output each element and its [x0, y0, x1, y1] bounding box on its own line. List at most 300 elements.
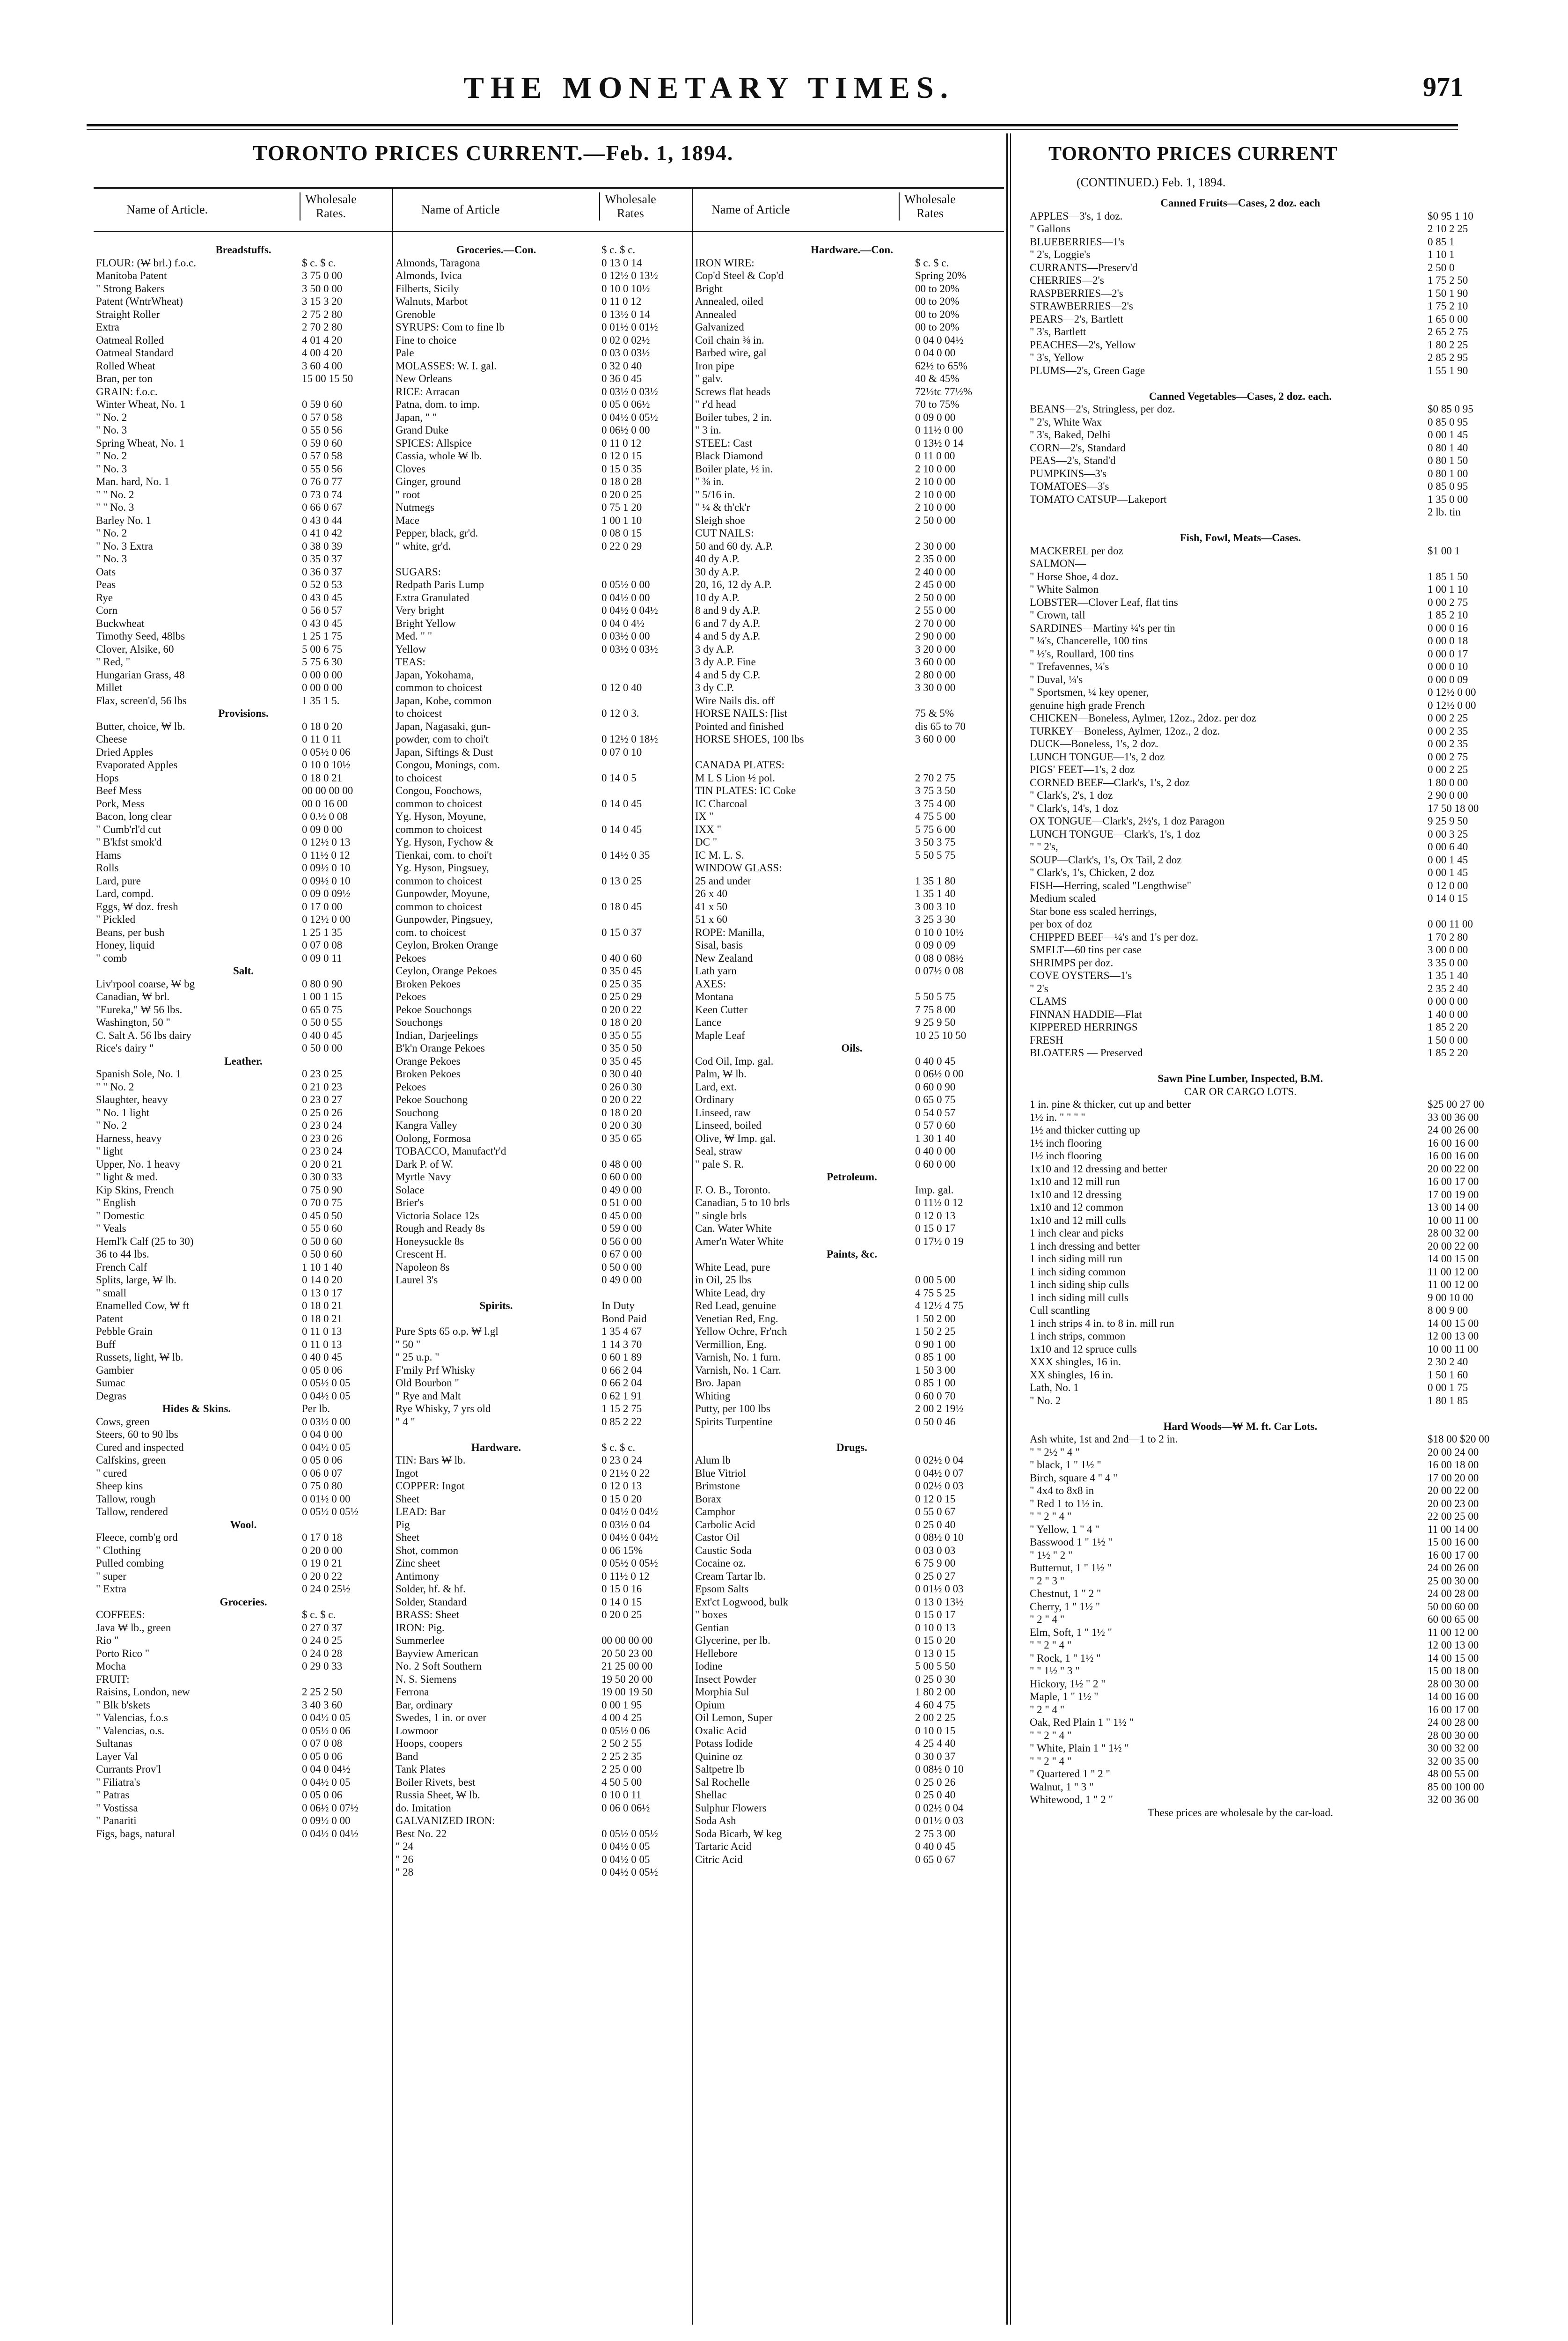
- article-name: " Domestic: [96, 1209, 145, 1222]
- article-name: Vermillion, Eng.: [695, 1338, 767, 1350]
- section-heading-row: [695, 1441, 1004, 1454]
- article-name: Rice's dairy ": [96, 1042, 154, 1054]
- wholesale-rate: 0 55 0 60: [302, 1222, 343, 1234]
- price-row: [396, 875, 690, 888]
- section-heading: Groceries.: [220, 1596, 267, 1608]
- col3-rates-header: Wholesale Rates: [899, 192, 960, 221]
- article-name: IXX ": [695, 823, 722, 835]
- article-name: Broken Pekoes: [396, 1068, 461, 1080]
- price-row: [96, 1441, 391, 1454]
- article-name: " " 2 " 4 ": [1030, 1729, 1072, 1741]
- wholesale-rate: 0 11 0 00: [915, 450, 955, 462]
- wholesale-rate: 0 65 0 75: [915, 1094, 956, 1105]
- wholesale-rate: 2 75 3 00: [915, 1827, 956, 1840]
- price-row: [1030, 1510, 1549, 1523]
- article-name: " Valencias, o.s.: [96, 1724, 165, 1737]
- price-row: [1030, 622, 1549, 635]
- price-row: [96, 1802, 391, 1815]
- price-row: [96, 836, 391, 849]
- article-name: Victoria Solace 12s: [396, 1209, 479, 1222]
- article-name: Bright: [695, 282, 723, 294]
- price-row: [1030, 802, 1549, 815]
- article-name: Coil chain ⅜ in.: [695, 334, 764, 346]
- wholesale-rate: 0 05½ 0 06: [302, 746, 351, 758]
- article-name: TEAS:: [396, 656, 425, 668]
- article-name: LEAD: Bar: [396, 1506, 446, 1517]
- article-name: common to choicest: [396, 797, 483, 810]
- wholesale-rate: 0 57 0 58: [302, 450, 343, 462]
- wholesale-rate: 0 90 1 00: [915, 1338, 956, 1350]
- article-name: " boxes: [695, 1609, 727, 1620]
- article-name: Cassia, whole ₩ lb.: [396, 450, 482, 462]
- price-row: [96, 1789, 391, 1802]
- wholesale-rate: 0 85 1: [1428, 236, 1455, 248]
- article-name: Lath yarn: [695, 965, 737, 977]
- article-name: " Duval, ¼'s: [1030, 673, 1083, 685]
- article-name: Gunpowder, Moyune,: [396, 888, 490, 899]
- wholesale-rate: 0 25 0 30: [915, 1673, 956, 1685]
- wholesale-rate: 11 00 14 00: [1428, 1523, 1479, 1535]
- price-row: [695, 1093, 1004, 1106]
- wholesale-rate: In Duty: [601, 1300, 635, 1311]
- price-row: [96, 913, 391, 926]
- article-name: Raisins, London, new: [96, 1686, 190, 1698]
- wholesale-rate: 17 00 19 00: [1428, 1188, 1479, 1200]
- price-row: [1030, 828, 1549, 841]
- article-name: Star bone ess scaled herrings,: [1030, 905, 1157, 917]
- wholesale-rate: 70 to 75%: [915, 398, 960, 410]
- article-name: Maple, 1 " 1½ ": [1030, 1691, 1099, 1702]
- wholesale-rate: 0 10 0 10½: [601, 282, 650, 294]
- price-row: [1030, 1085, 1549, 1098]
- article-name: Summerlee: [396, 1634, 445, 1646]
- wholesale-rate: 0 13 0 14: [601, 257, 642, 269]
- wholesale-rate: 0 05½ 0 06: [601, 1724, 650, 1737]
- wholesale-rate: 0 15 0 17: [915, 1222, 956, 1234]
- article-name: Lowmoor: [396, 1724, 438, 1737]
- price-row: [695, 1415, 1004, 1428]
- wholesale-rate: 0 51 0 00: [601, 1197, 642, 1208]
- price-row: [396, 1750, 690, 1763]
- article-name: " " 2's,: [1030, 841, 1058, 853]
- article-name: 6 and 7 dy A.P.: [695, 617, 761, 629]
- wholesale-rate: 5 00 5 50: [915, 1660, 956, 1672]
- article-name: " Blk b'skets: [96, 1699, 150, 1711]
- price-row: [396, 1158, 690, 1171]
- wholesale-rate: 0 03½ 0 03½: [601, 385, 658, 398]
- wholesale-rate: 0 01½ 0 03: [915, 1583, 964, 1595]
- article-name: Pepper, black, gr'd.: [396, 527, 478, 539]
- price-row: [695, 1377, 1004, 1390]
- article-name: Whiting: [695, 1390, 731, 1402]
- article-name: LOBSTER—Clover Leaf, flat tins: [1030, 596, 1178, 608]
- price-row: [96, 720, 391, 733]
- wholesale-rate: 24 00 28 00: [1428, 1588, 1479, 1599]
- price-row: [96, 1737, 391, 1750]
- article-name: Pekoe Souchongs: [396, 1003, 472, 1016]
- article-name: 1 inch clear and picks: [1030, 1227, 1124, 1239]
- wholesale-rate: 0 20 0 21: [302, 1158, 343, 1170]
- price-row: [396, 797, 690, 810]
- article-name: Beef Mess: [96, 785, 142, 796]
- wholesale-rate: 0 12½ 0 00: [302, 913, 351, 925]
- price-row: [396, 964, 690, 978]
- wholesale-rate: 2 65 2 75: [1428, 326, 1468, 338]
- price-row: [695, 1763, 1004, 1776]
- wholesale-rate: 2 80 0 00: [915, 669, 956, 681]
- article-name: Lard, compd.: [96, 888, 154, 899]
- price-row: [396, 1596, 690, 1609]
- price-row: [396, 1454, 690, 1467]
- price-row: [96, 1325, 391, 1338]
- article-name: " Strong Bakers: [96, 282, 165, 294]
- price-row: [1030, 1458, 1549, 1472]
- article-name: LUNCH TONGUE—1's, 2 doz: [1030, 751, 1165, 763]
- article-name: " Veals: [96, 1222, 126, 1234]
- price-row: [396, 1145, 690, 1158]
- article-name: Sal Rochelle: [695, 1776, 750, 1788]
- price-row: [695, 1711, 1004, 1724]
- article-name: Tartaric Acid: [695, 1840, 752, 1852]
- price-row: [1030, 1497, 1549, 1510]
- wholesale-rate: 0 40 0 45: [915, 1055, 956, 1067]
- price-row: [96, 875, 391, 888]
- price-row: [695, 1067, 1004, 1081]
- wholesale-rate: 1 25 1 75: [302, 630, 343, 642]
- price-row: [396, 1016, 690, 1029]
- wholesale-rate: 0 24 0 25½: [302, 1583, 351, 1595]
- wholesale-rate: 1 80 1 85: [1428, 1394, 1468, 1406]
- price-row: [96, 1016, 391, 1029]
- price-row: [396, 566, 690, 579]
- article-name: COVE OYSTERS—1's: [1030, 970, 1132, 981]
- section-heading: Salt.: [233, 965, 254, 977]
- price-row: [396, 1570, 690, 1583]
- wholesale-rate: 2 70 2 80: [302, 321, 343, 333]
- article-name: " root: [396, 488, 420, 501]
- article-name: CUT NAILS:: [695, 527, 754, 539]
- article-name: IC M. L. S.: [695, 849, 744, 861]
- section-heading-row: [396, 1441, 690, 1454]
- wholesale-rate: 2 50 0 00: [915, 514, 956, 526]
- price-row: [396, 269, 690, 282]
- wholesale-rate: 0 80 0 90: [302, 978, 343, 990]
- price-row: [1030, 442, 1549, 455]
- wholesale-rate: 0 17 0 18: [302, 1531, 343, 1543]
- wholesale-rate: 0 09 0 09: [915, 939, 956, 951]
- price-row: [396, 630, 690, 643]
- wholesale-rate: 0 59 0 00: [601, 1222, 642, 1234]
- price-row: [96, 823, 391, 836]
- wholesale-rate: 11 00 12 00: [1428, 1279, 1479, 1290]
- wholesale-rate: 1 75 2 10: [1428, 300, 1468, 312]
- wholesale-rate: 0 09 0 11: [302, 952, 342, 964]
- article-name: Rye Whisky, 7 yrs old: [396, 1403, 491, 1414]
- wholesale-rate: 0 20 0 22: [601, 1003, 642, 1016]
- wholesale-rate: 1 50 2 00: [915, 1312, 956, 1325]
- price-row: [695, 449, 1004, 463]
- article-name: " " 1½ " 3 ": [1030, 1665, 1080, 1677]
- article-name: Pekoe Souchong: [396, 1094, 468, 1105]
- article-name: Calfskins, green: [96, 1454, 166, 1466]
- price-row: [396, 952, 690, 965]
- article-name: Oatmeal Standard: [96, 347, 174, 359]
- price-row: [1030, 1664, 1549, 1678]
- article-name: " super: [96, 1570, 126, 1582]
- price-row: [1030, 1227, 1549, 1240]
- article-name: Yellow: [396, 643, 426, 655]
- price-row: [695, 1840, 1004, 1853]
- price-row: [96, 1673, 391, 1686]
- price-row: [396, 733, 690, 746]
- article-name: Timothy Seed, 48lbs: [96, 630, 185, 642]
- article-name: " Vostissa: [96, 1802, 138, 1814]
- wholesale-rate: 2 lb. tin: [1428, 506, 1461, 518]
- price-row: [96, 527, 391, 540]
- price-row: [396, 1608, 690, 1621]
- price-row: [96, 1583, 391, 1596]
- article-name: " light & med.: [96, 1171, 158, 1183]
- price-row: [1030, 1330, 1549, 1343]
- wholesale-rate: 0 20 0 30: [601, 1119, 642, 1131]
- price-row: [96, 1235, 391, 1248]
- price-row: [396, 1493, 690, 1506]
- article-name: Birch, square 4 " 4 ": [1030, 1472, 1118, 1484]
- price-row: [396, 1840, 690, 1853]
- price-row: [1030, 686, 1549, 699]
- wholesale-rate: 0 27 0 37: [302, 1621, 343, 1634]
- price-row: [1030, 1046, 1549, 1060]
- price-row: [695, 1287, 1004, 1300]
- wholesale-rate: 0 66 2 04: [601, 1377, 642, 1389]
- price-row: [96, 681, 391, 694]
- article-name: White Lead, dry: [695, 1287, 766, 1299]
- price-row: [396, 1081, 690, 1094]
- price-row: [695, 1016, 1004, 1029]
- price-row: [396, 1724, 690, 1737]
- article-name: " 2's: [1030, 982, 1048, 994]
- wholesale-rate: 4 01 4 20: [302, 334, 343, 346]
- wholesale-rate: 2 35 0 00: [915, 553, 956, 565]
- price-row: [96, 514, 391, 527]
- wholesale-rate: 0 25 0 40: [915, 1518, 956, 1531]
- section-heading-row: [695, 1042, 1004, 1055]
- price-row: [695, 398, 1004, 411]
- article-name: 1 inch siding mill run: [1030, 1253, 1123, 1265]
- article-name: TIN: Bars ₩ lb.: [396, 1454, 466, 1466]
- price-row: [1030, 1626, 1549, 1639]
- wholesale-rate: 0 85 0 95: [1428, 416, 1468, 428]
- wholesale-rate: 0 23 0 24: [601, 1454, 642, 1466]
- price-row: [1030, 1613, 1549, 1626]
- wholesale-rate: 0 11 0 12: [601, 437, 642, 449]
- price-row: [695, 1673, 1004, 1686]
- section-heading: Sawn Pine Lumber, Inspected, B.M.: [1158, 1073, 1323, 1084]
- price-row: [396, 1544, 690, 1557]
- price-row: [96, 1261, 391, 1274]
- price-row: [96, 1814, 391, 1827]
- price-row: [96, 321, 391, 334]
- price-row: [1030, 969, 1549, 982]
- price-row: [695, 797, 1004, 810]
- article-name: Flax, screen'd, 56 lbs: [96, 694, 187, 707]
- wholesale-rate: 0 80 1 50: [1428, 455, 1468, 466]
- wholesale-rate: dis 65 to 70: [915, 720, 966, 732]
- wholesale-rate: 0 18 0 20: [601, 1106, 642, 1119]
- price-row: [695, 1608, 1004, 1621]
- wholesale-rate: 2 75 2 80: [302, 308, 343, 320]
- article-name: SHRIMPS per doz.: [1030, 957, 1114, 969]
- wholesale-rate: 1 65 0 00: [1428, 313, 1468, 325]
- article-name: " Gallons: [1030, 223, 1070, 235]
- wholesale-rate: 0 11 0 13: [302, 1325, 342, 1337]
- article-name: LUNCH TONGUE—Clark's, 1's, 1 doz: [1030, 828, 1200, 840]
- wholesale-rate: 0 00 0 10: [1428, 661, 1468, 672]
- article-name: Java ₩ lb., green: [96, 1621, 171, 1634]
- wholesale-rate: 2 10 0 00: [915, 463, 956, 475]
- wholesale-rate: 0 09½ 0 10: [302, 875, 351, 887]
- wholesale-rate: 0 59 0 60: [302, 398, 343, 410]
- price-row: [96, 475, 391, 488]
- article-name: Canadian, ₩ brl.: [96, 991, 170, 1002]
- price-row: [396, 1415, 690, 1428]
- wholesale-rate: 0 75 0 90: [302, 1184, 343, 1196]
- wholesale-rate: 0 12 0 15: [915, 1493, 956, 1505]
- section-heading: Canned Vegetables—Cases, 2 doz. each.: [1149, 390, 1332, 402]
- wholesale-rate: 0 11 0 12: [601, 295, 642, 307]
- wholesale-rate: 0 30 0 40: [601, 1068, 642, 1080]
- price-row: [396, 1055, 690, 1068]
- wholesale-rate: 0 15 0 16: [601, 1583, 642, 1595]
- article-name: Red Lead, genuine: [695, 1300, 777, 1311]
- article-name: " Cumb'rl'd cut: [96, 823, 161, 835]
- price-row: [1030, 1446, 1549, 1459]
- section-heading-row: [96, 964, 391, 978]
- wholesale-rate: 0 13 0 17: [302, 1287, 343, 1299]
- wholesale-rate: 3 60 4 00: [302, 360, 343, 372]
- price-row: [396, 372, 690, 385]
- price-row: [396, 1377, 690, 1390]
- wholesale-rate: 00 to 20%: [915, 295, 960, 307]
- article-name: COPPER: Ingot: [396, 1480, 465, 1492]
- wholesale-rate: 14 00 16 00: [1428, 1691, 1479, 1702]
- section-heading-row: [1030, 531, 1549, 545]
- article-name: MOLASSES: W. I. gal.: [396, 360, 497, 372]
- wholesale-rate: 0 05½ 0 06: [302, 1724, 351, 1737]
- article-name: " " 2½ " 4 ": [1030, 1446, 1080, 1458]
- wholesale-rate: 11 00 12 00: [1428, 1266, 1479, 1278]
- article-name: 4 and 5 dy A.P.: [695, 630, 761, 642]
- article-name: Beans, per bush: [96, 926, 165, 938]
- price-row: [96, 1776, 391, 1789]
- section-heading: Leather.: [224, 1055, 263, 1067]
- price-row: [396, 346, 690, 360]
- price-row: [396, 1003, 690, 1016]
- article-name: " 1½ " 2 ": [1030, 1549, 1073, 1561]
- article-name: PEAS—2's, Stand'd: [1030, 455, 1116, 466]
- section-heading-row: [96, 1402, 391, 1415]
- article-name: Olive, ₩ Imp. gal.: [695, 1132, 776, 1144]
- price-row: [695, 900, 1004, 913]
- wholesale-rate: 0 00 2 75: [1428, 596, 1468, 608]
- wholesale-rate: 0 07½ 0 08: [915, 965, 964, 977]
- wholesale-rate: 0 56 0 57: [302, 604, 343, 616]
- article-name: Varnish, No. 1 furn.: [695, 1351, 781, 1363]
- wholesale-rate: 1 15 2 75: [601, 1403, 642, 1414]
- price-row: [396, 1621, 690, 1634]
- wholesale-rate: 0 18 0 45: [601, 900, 642, 913]
- wholesale-rate: 0 04½ 0 05: [601, 1853, 650, 1865]
- wholesale-rate: 0 18 0 28: [601, 476, 642, 487]
- article-name: Ash white, 1st and 2nd—1 to 2 in.: [1030, 1433, 1178, 1445]
- wholesale-rate: $ c. $ c.: [302, 1609, 336, 1620]
- price-row: [1030, 1716, 1549, 1729]
- price-row: [1030, 1394, 1549, 1407]
- wholesale-rate: 1 50 1 90: [1428, 287, 1468, 299]
- price-row: [1030, 1729, 1549, 1742]
- article-name: " 2 " 4 ": [1030, 1703, 1065, 1715]
- price-row: [396, 1106, 690, 1119]
- wholesale-rate: 2 40 0 00: [915, 566, 956, 578]
- main-table-title: TORONTO PRICES CURRENT.—Feb. 1, 1894.: [253, 141, 734, 165]
- wholesale-rate: 0 00 0 00: [302, 669, 343, 681]
- wholesale-rate: 62½ to 65%: [915, 360, 967, 372]
- article-name: SARDINES—Martiny ¼'s per tin: [1030, 622, 1175, 634]
- article-name: 1 inch strips, common: [1030, 1330, 1126, 1342]
- price-row: [1030, 1355, 1549, 1369]
- price-row: [96, 1454, 391, 1467]
- wholesale-rate: 0 00 0 09: [1428, 673, 1468, 685]
- wholesale-rate: 0 08½ 0 10: [915, 1531, 964, 1543]
- price-row: [695, 1081, 1004, 1094]
- price-row: [396, 282, 690, 295]
- wholesale-rate: 5 50 5 75: [915, 991, 956, 1002]
- article-name: SOUP—Clark's, 1's, Ox Tail, 2 doz: [1030, 854, 1182, 866]
- article-name: CHICKEN—Boneless, Aylmer, 12oz., 2doz. per doz: [1030, 712, 1256, 724]
- price-row: [1030, 1240, 1549, 1253]
- article-name: Kip Skins, French: [96, 1184, 174, 1196]
- wholesale-rate: 3 30 0 00: [915, 682, 956, 693]
- wholesale-rate: 9 00 10 00: [1428, 1291, 1473, 1303]
- wholesale-rate: 0 29 0 33: [302, 1660, 343, 1672]
- price-row: [1030, 1060, 1549, 1073]
- article-name: " " 2 " 4 ": [1030, 1639, 1072, 1651]
- price-row: [96, 591, 391, 604]
- wholesale-rate: 24 00 26 00: [1428, 1124, 1479, 1136]
- article-name: Bar, ordinary: [396, 1699, 453, 1711]
- wholesale-rate: 0 40 0 45: [915, 1840, 956, 1852]
- article-name: Ingot: [396, 1467, 418, 1479]
- price-row: [96, 810, 391, 823]
- wholesale-rate: 0 04½ 0 05: [302, 1712, 351, 1723]
- wholesale-rate: 0 25 0 26: [915, 1776, 956, 1788]
- article-name: Spanish Sole, No. 1: [96, 1068, 182, 1080]
- article-name: Fleece, comb'g ord: [96, 1531, 178, 1543]
- price-row: [396, 385, 690, 398]
- article-name: Cream Tartar lb.: [695, 1570, 766, 1582]
- price-row: [1030, 1742, 1549, 1755]
- article-name: 40 dy A.P.: [695, 553, 740, 565]
- article-name: "Eureka," ₩ 56 lbs.: [96, 1003, 183, 1016]
- price-row: [396, 1480, 690, 1493]
- wholesale-rate: 0 00 0 18: [1428, 635, 1468, 647]
- price-row: [695, 694, 1004, 707]
- article-name: Med. " ": [396, 630, 432, 642]
- article-name: Almonds, Ivica: [396, 270, 462, 281]
- article-name: Gunpowder, Pingsuey,: [396, 913, 493, 925]
- wholesale-rate: 0 60 0 00: [601, 1171, 642, 1183]
- wholesale-rate: 0 85 1 00: [915, 1351, 956, 1363]
